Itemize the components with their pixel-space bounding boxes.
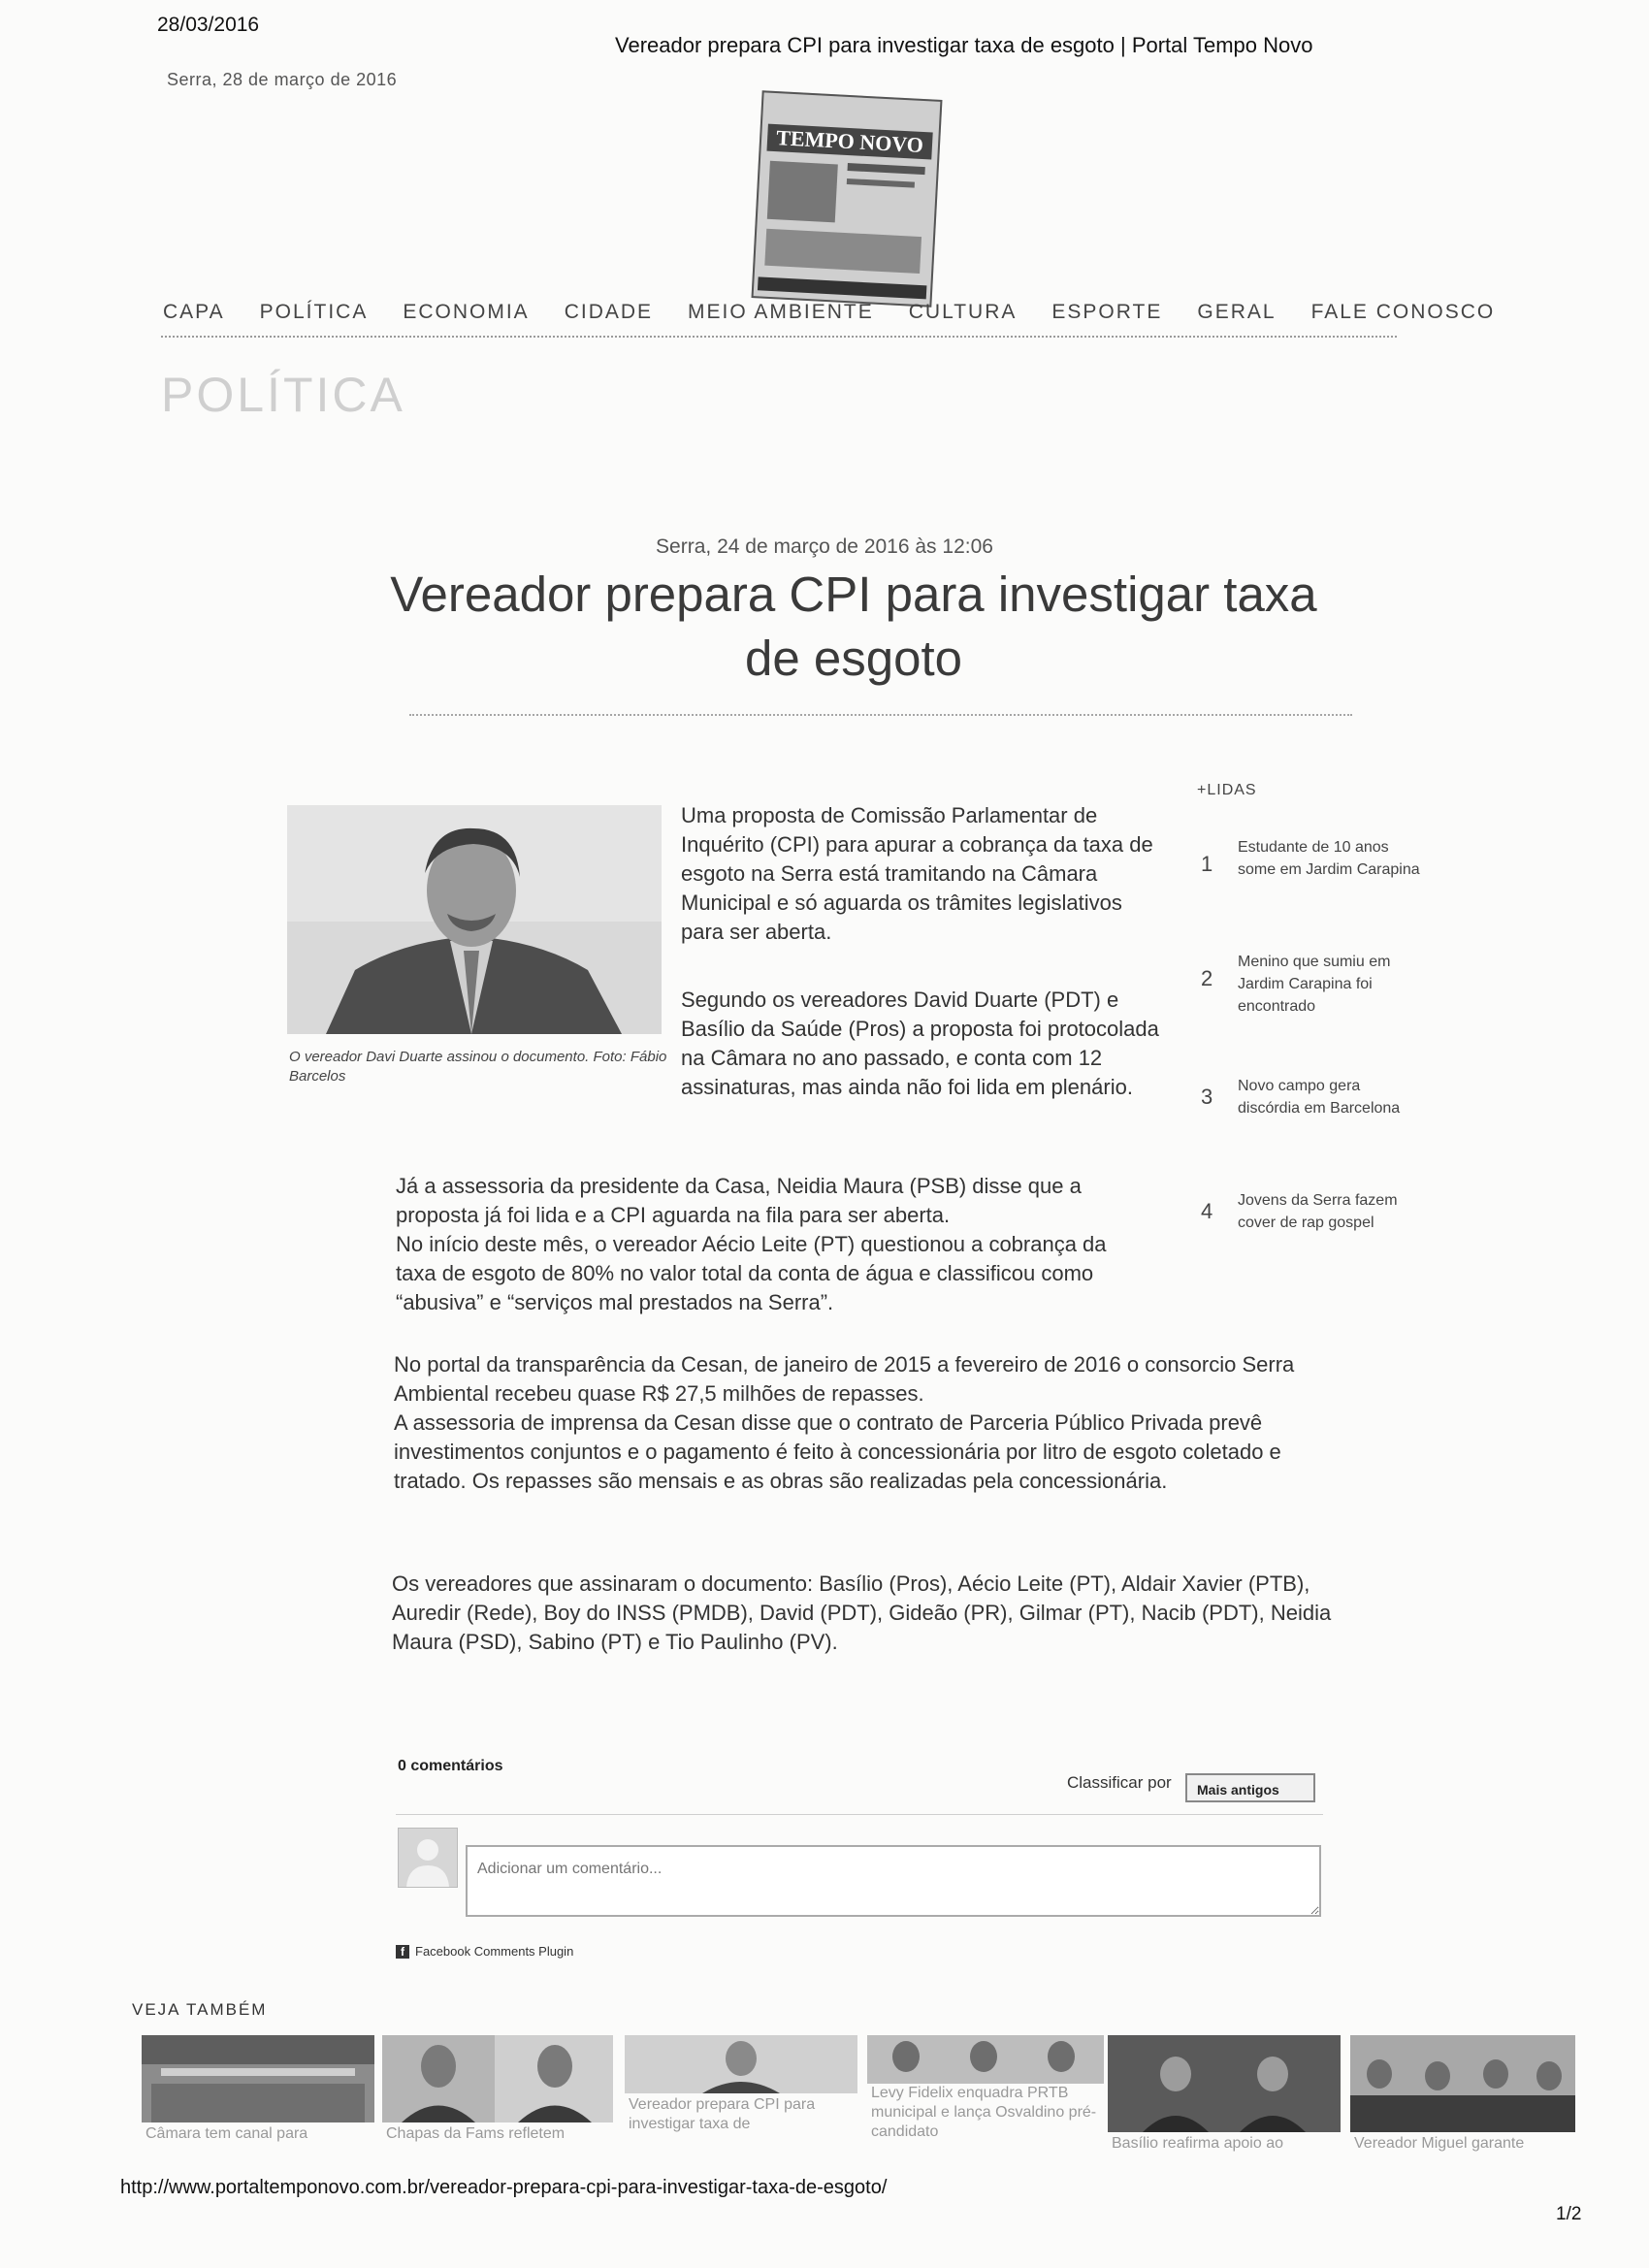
see-also-item[interactable] [1108, 2035, 1341, 2161]
logo-photo-block [767, 161, 838, 223]
most-read-number: 1 [1201, 852, 1213, 876]
see-also-thumbnail [142, 2035, 374, 2122]
page-number: 1/2 [1556, 2204, 1582, 2224]
see-also-title[interactable]: Vereador Miguel garante [1354, 2135, 1525, 2152]
see-also-thumbnail [382, 2035, 613, 2122]
facebook-icon: f [396, 1945, 409, 1959]
title-divider [409, 714, 1352, 716]
see-also-item[interactable] [625, 2035, 857, 2161]
see-also-title[interactable]: Chapas da Fams refletem [386, 2125, 566, 2142]
see-also-thumbnail [1108, 2035, 1341, 2132]
most-read-item[interactable] [1201, 1189, 1424, 1238]
most-read-number: 4 [1201, 1199, 1213, 1223]
nav-item-cultura[interactable]: CULTURA [908, 301, 1018, 323]
most-read-title[interactable]: Menino que sumiu em Jardim Carapina foi encontrado [1238, 954, 1391, 1015]
see-also-thumbnail [867, 2035, 1104, 2084]
nav-item-esporte[interactable]: ESPORTE [1051, 301, 1163, 323]
article-paragraph-5: Os vereadores que assinaram o documento: Basílio (Pros), Aécio Leite (PT), Aldair Xavier (PTB), Auredir (Rede), Boy do INSS (PMDB), David (PDT), Gideão (PR), Gilmar (PT), Nacib (PDT), Neidia Maura (PSD), Sabino (PT) e Tio Paulinho (PV). [392, 1571, 1332, 1654]
nav-item-geral[interactable]: GERAL [1197, 301, 1277, 323]
see-also-item[interactable] [1350, 2035, 1575, 2161]
most-read-title[interactable]: Novo campo gera discórdia em Barcelona [1238, 1078, 1401, 1117]
nav-divider [161, 336, 1397, 338]
nav-item-fale-conosco[interactable]: FALE CONOSCO [1310, 301, 1496, 323]
page-url: http://www.portaltemponovo.com.br/vereador-prepara-cpi-para-investigar-taxa-de-esgoto/ [120, 2177, 888, 2198]
comment-input[interactable] [466, 1845, 1321, 1917]
article-photo [287, 805, 662, 1034]
comments-divider [396, 1814, 1323, 1815]
article-title: Vereador prepara CPI para investigar taxa de esgoto [390, 567, 1317, 686]
section-title: POLÍTICA [161, 368, 405, 422]
main-nav [163, 301, 1496, 324]
see-also-title[interactable]: Câmara tem canal para [146, 2125, 308, 2142]
logo-photo-block [764, 229, 922, 274]
see-also-thumbnail [625, 2035, 857, 2093]
article-date: Serra, 24 de março de 2016 às 12:06 [656, 535, 993, 558]
facebook-plugin-label: Facebook Comments Plugin [415, 1944, 574, 1959]
logo-footer-bar [758, 276, 926, 299]
see-also-title[interactable]: Basílio reafirma apoio ao [1112, 2135, 1283, 2152]
newspaper-logo[interactable] [752, 90, 943, 307]
article-paragraph-1: Uma proposta de Comissão Parlamentar de Inquérito (CPI) para apurar a cobrança da taxa de esgoto na Serra está tramitando na Câmara Municipal e só aguarda os trâmites legislativos para ser aberta. [681, 803, 1153, 944]
see-also-title[interactable]: Vereador prepara CPI para investigar taxa de [629, 2096, 816, 2132]
sort-select[interactable]: Mais antigos [1185, 1773, 1315, 1802]
sort-label: Classificar por [1067, 1773, 1172, 1792]
avatar [398, 1828, 458, 1888]
logo-text: TEMPO NOVO [766, 124, 932, 160]
print-page-title: Vereador prepara CPI para investigar taxa de esgoto | Portal Tempo Novo [615, 33, 1313, 57]
most-read-heading: +LIDAS [1197, 782, 1257, 798]
comment-count: 0 comentários [398, 1758, 503, 1774]
nav-item-politica[interactable]: POLÍTICA [259, 301, 369, 323]
most-read-number: 2 [1201, 966, 1213, 990]
see-also-item[interactable] [867, 2035, 1104, 2161]
most-read-item[interactable] [1201, 951, 1424, 1021]
most-read-number: 3 [1201, 1085, 1213, 1109]
see-also-heading: VEJA TAMBÉM [132, 2000, 268, 2019]
logo-headline-bar [848, 163, 925, 175]
see-also-item[interactable] [142, 2035, 374, 2161]
nav-item-capa[interactable]: CAPA [163, 301, 225, 323]
councilman-portrait-image [287, 805, 662, 1034]
most-read-title[interactable]: Jovens da Serra fazem cover de rap gospel [1238, 1192, 1398, 1231]
print-date: 28/03/2016 [157, 14, 260, 36]
most-read-item[interactable] [1201, 1075, 1424, 1123]
logo-headline-bar [847, 178, 915, 188]
most-read-item[interactable] [1201, 836, 1424, 906]
see-also-item[interactable] [382, 2035, 613, 2161]
nav-item-meio-ambiente[interactable]: MEIO AMBIENTE [688, 301, 874, 323]
most-read-title[interactable]: Estudante de 10 anos some em Jardim Carapina [1238, 839, 1420, 878]
article-paragraph-2: Segundo os vereadores David Duarte (PDT) e Basílio da Saúde (Pros) a proposta foi protocolada na Câmara no ano passado, e conta com 12 assinaturas, mas ainda não foi lida em plenário. [681, 988, 1159, 1099]
article-paragraph-4: No portal da transparência da Cesan, de janeiro de 2015 a fevereiro de 2016 o consorcio Serra Ambiental recebeu quase R$ 27,5 milhões de repasses. A assessoria de imprensa da Cesan disse que o contrato de Parceria Público Privada prevê investimentos conjuntos e o pagamento é feito à concessionária por litro de esgoto coletado e tratado. Os repasses são mensais e as obras são realizadas pela concessionária. [394, 1352, 1295, 1493]
article-paragraph-3: Já a assessoria da presidente da Casa, Neidia Maura (PSB) disse que a proposta já foi lida e a CPI aguarda na fila para ser aberta. No início deste mês, o vereador Aécio Leite (PT) questionou a cobrança da taxa de esgoto de 80% no valor total da conta de água e classificou como “abusiva” e “serviços mal prestados na Serra”. [396, 1174, 1107, 1314]
site-date-line: Serra, 28 de março de 2016 [167, 70, 398, 89]
see-also-thumbnail [1350, 2035, 1575, 2132]
nav-item-economia[interactable]: ECONOMIA [403, 301, 530, 323]
nav-item-cidade[interactable]: CIDADE [564, 301, 654, 323]
photo-caption: O vereador Davi Duarte assinou o documento. Foto: Fábio Barcelos [289, 1049, 667, 1085]
user-silhouette-icon [399, 1829, 457, 1887]
see-also-title[interactable]: Levy Fidelix enquadra PRTB municipal e lança Osvaldino pré-candidato [871, 2085, 1097, 2140]
facebook-plugin-credit[interactable] [396, 1944, 573, 1959]
